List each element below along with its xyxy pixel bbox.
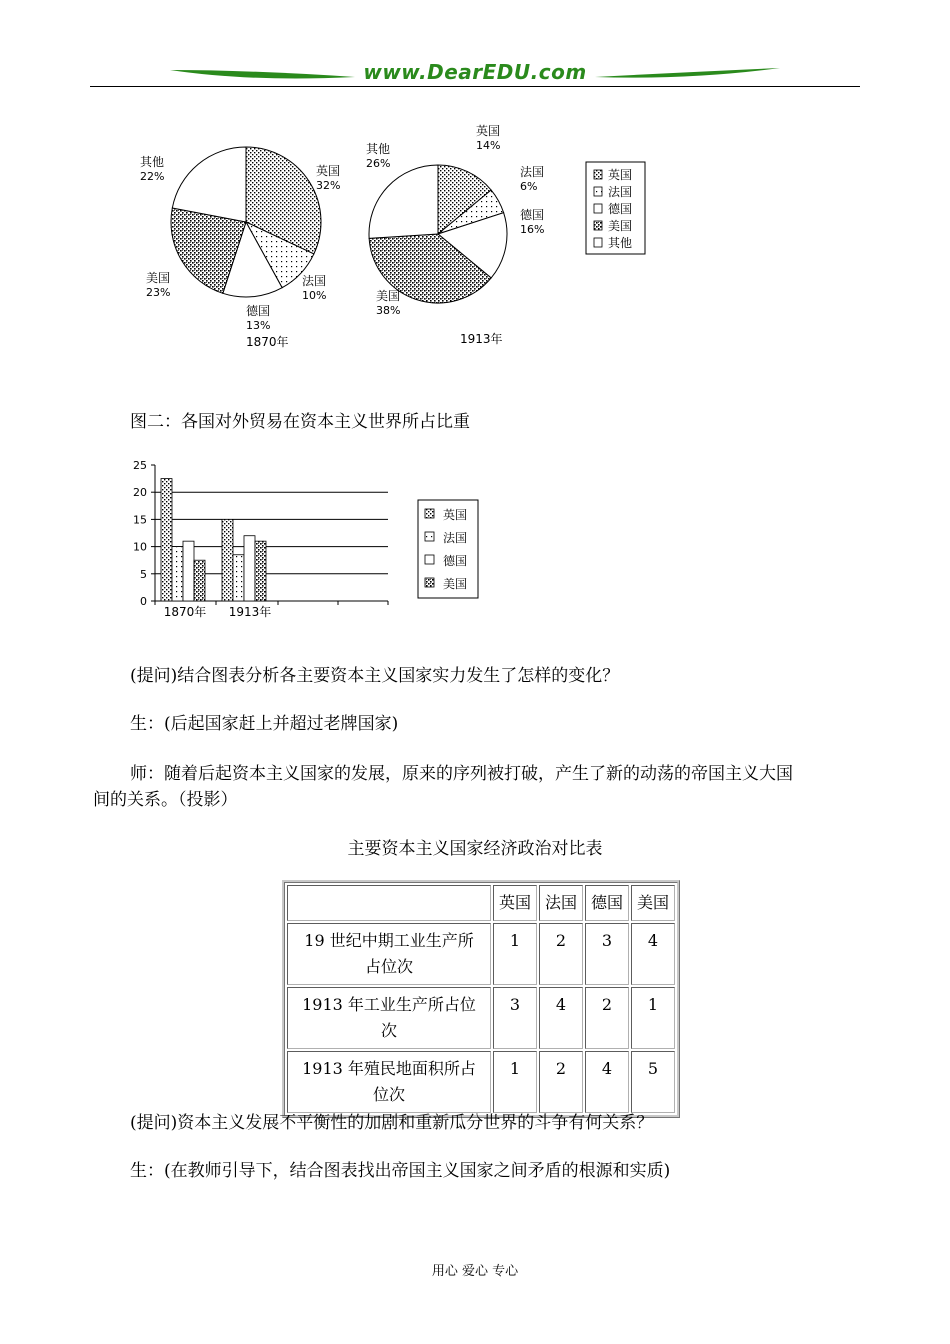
- bar-英国-1870年: [161, 479, 172, 601]
- page-header: [90, 60, 860, 90]
- y-tick-label: 15: [133, 513, 147, 527]
- table-cell: 1: [493, 1051, 537, 1113]
- pie-value-label: 16%: [520, 223, 545, 236]
- legend-label: 法国: [443, 531, 468, 545]
- pie-year-label: 1913年: [460, 332, 503, 346]
- legend-label: 其他: [608, 236, 633, 250]
- legend-swatch: [594, 187, 602, 196]
- table-header-cell: 法国: [539, 885, 583, 921]
- bar-美国-1870年: [194, 560, 205, 601]
- table-header-cell: 美国: [631, 885, 675, 921]
- table-cell: 2: [585, 987, 629, 1049]
- answer-1: 生：(后起国家赶上并超过老牌国家): [130, 714, 399, 734]
- table-cell: 3: [585, 923, 629, 985]
- table-cell: 3: [493, 987, 537, 1049]
- pie-value-label: 14%: [476, 139, 501, 152]
- pie-label: 法国: [520, 165, 545, 179]
- pie-label: 德国: [246, 304, 271, 318]
- table-cell: 4: [539, 987, 583, 1049]
- pie-year-label: 1870年: [246, 335, 289, 349]
- table-header-cell: 德国: [585, 885, 629, 921]
- row-label: 19 世纪中期工业生产所 占位次: [287, 923, 491, 985]
- pie-value-label: 26%: [366, 157, 391, 170]
- legend-label: 英国: [443, 508, 468, 522]
- table-cell: 5: [631, 1051, 675, 1113]
- legend-label: 法国: [608, 185, 633, 199]
- figure2-legend: [418, 500, 478, 598]
- figure1-legend: [586, 162, 645, 254]
- pie-value-label: 32%: [316, 179, 341, 192]
- legend-swatch: [425, 555, 434, 564]
- legend-label: 德国: [443, 554, 468, 568]
- pie-label: 法国: [302, 274, 327, 288]
- legend-label: 英国: [608, 168, 633, 182]
- pie-label: 英国: [476, 124, 501, 138]
- table-row: [287, 923, 675, 985]
- answer-2: 生：(在教师引导下，结合图表找出帝国主义国家之间矛盾的根源和实质): [130, 1161, 671, 1181]
- page-footer: 用心 爱心 专心: [431, 1264, 519, 1279]
- pie-label: 其他: [366, 142, 391, 156]
- table-cell: 1: [631, 987, 675, 1049]
- comparison-table: [282, 880, 680, 1118]
- legend-label: 美国: [443, 577, 468, 591]
- figure2-bar-chart: [0, 455, 950, 625]
- pie-value-label: 38%: [376, 304, 401, 317]
- y-tick-label: 25: [133, 459, 147, 472]
- table-cell: 2: [539, 1051, 583, 1113]
- legend-swatch: [425, 578, 434, 587]
- table-row: [287, 1051, 675, 1113]
- pie-value-label: 10%: [302, 289, 327, 302]
- bar-德国-1870年: [183, 541, 194, 601]
- pie-label: 美国: [146, 271, 171, 285]
- teacher-line-1: 师：随着后起资本主义国家的发展，原来的序列被打破，产生了新的动荡的帝国主义大国: [130, 764, 793, 784]
- legend-swatch: [425, 509, 434, 518]
- legend-swatch: [594, 170, 602, 179]
- y-tick-label: 20: [133, 486, 147, 500]
- row-label: 1913 年殖民地面积所占 位次: [287, 1051, 491, 1113]
- pie-slice-其他: [369, 165, 438, 238]
- y-tick-label: 0: [140, 595, 147, 608]
- y-tick-label: 10: [133, 540, 147, 554]
- teacher-line-2: 间的关系。（投影）: [93, 790, 238, 810]
- pie-label: 英国: [316, 164, 341, 178]
- table-header-cell: 英国: [493, 885, 537, 921]
- table-header-row: [287, 885, 675, 921]
- bar-法国-1913年: [233, 555, 244, 601]
- pie-label: 其他: [140, 155, 165, 169]
- pie-value-label: 22%: [140, 170, 165, 183]
- table-title: 主要资本主义国家经济政治对比表: [347, 839, 603, 859]
- table-cell: 4: [631, 923, 675, 985]
- pie-value-label: 6%: [520, 180, 538, 193]
- table-corner-cell: [287, 885, 491, 921]
- bar-德国-1913年: [244, 536, 255, 601]
- legend-swatch: [594, 238, 602, 247]
- table-cell: 2: [539, 923, 583, 985]
- bar-美国-1913年: [255, 541, 266, 601]
- pie-value-label: 13%: [246, 319, 271, 332]
- legend-swatch: [425, 532, 434, 541]
- bar-英国-1913年: [222, 519, 233, 601]
- question-2: (提问)资本主义发展不平衡性的加剧和重新瓜分世界的斗争有何关系？: [130, 1113, 654, 1133]
- table-cell: 1: [493, 923, 537, 985]
- bar-法国-1870年: [172, 547, 183, 601]
- x-tick-label: 1913年: [228, 605, 272, 619]
- header-rule: [90, 86, 860, 87]
- y-tick-label: 5: [140, 567, 147, 581]
- question-1: (提问)结合图表分析各主要资本主义国家实力发生了怎样的变化？: [130, 666, 620, 686]
- legend-label: 德国: [608, 202, 633, 216]
- figure2-caption: 图二：各国对外贸易在资本主义世界所占比重: [130, 412, 470, 432]
- pie-value-label: 23%: [146, 286, 171, 299]
- pie-label: 美国: [376, 289, 401, 303]
- legend-swatch: [594, 204, 602, 213]
- row-label: 1913 年工业生产所占位 次: [287, 987, 491, 1049]
- legend-swatch: [594, 221, 602, 230]
- header-site-url: www.DearEDU.com: [90, 60, 860, 84]
- table-row: [287, 987, 675, 1049]
- pie-label: 德国: [520, 208, 545, 222]
- x-tick-label: 1870年: [163, 605, 207, 619]
- legend-label: 美国: [608, 219, 633, 233]
- table-cell: 4: [585, 1051, 629, 1113]
- figure1-pie-charts: [0, 110, 950, 370]
